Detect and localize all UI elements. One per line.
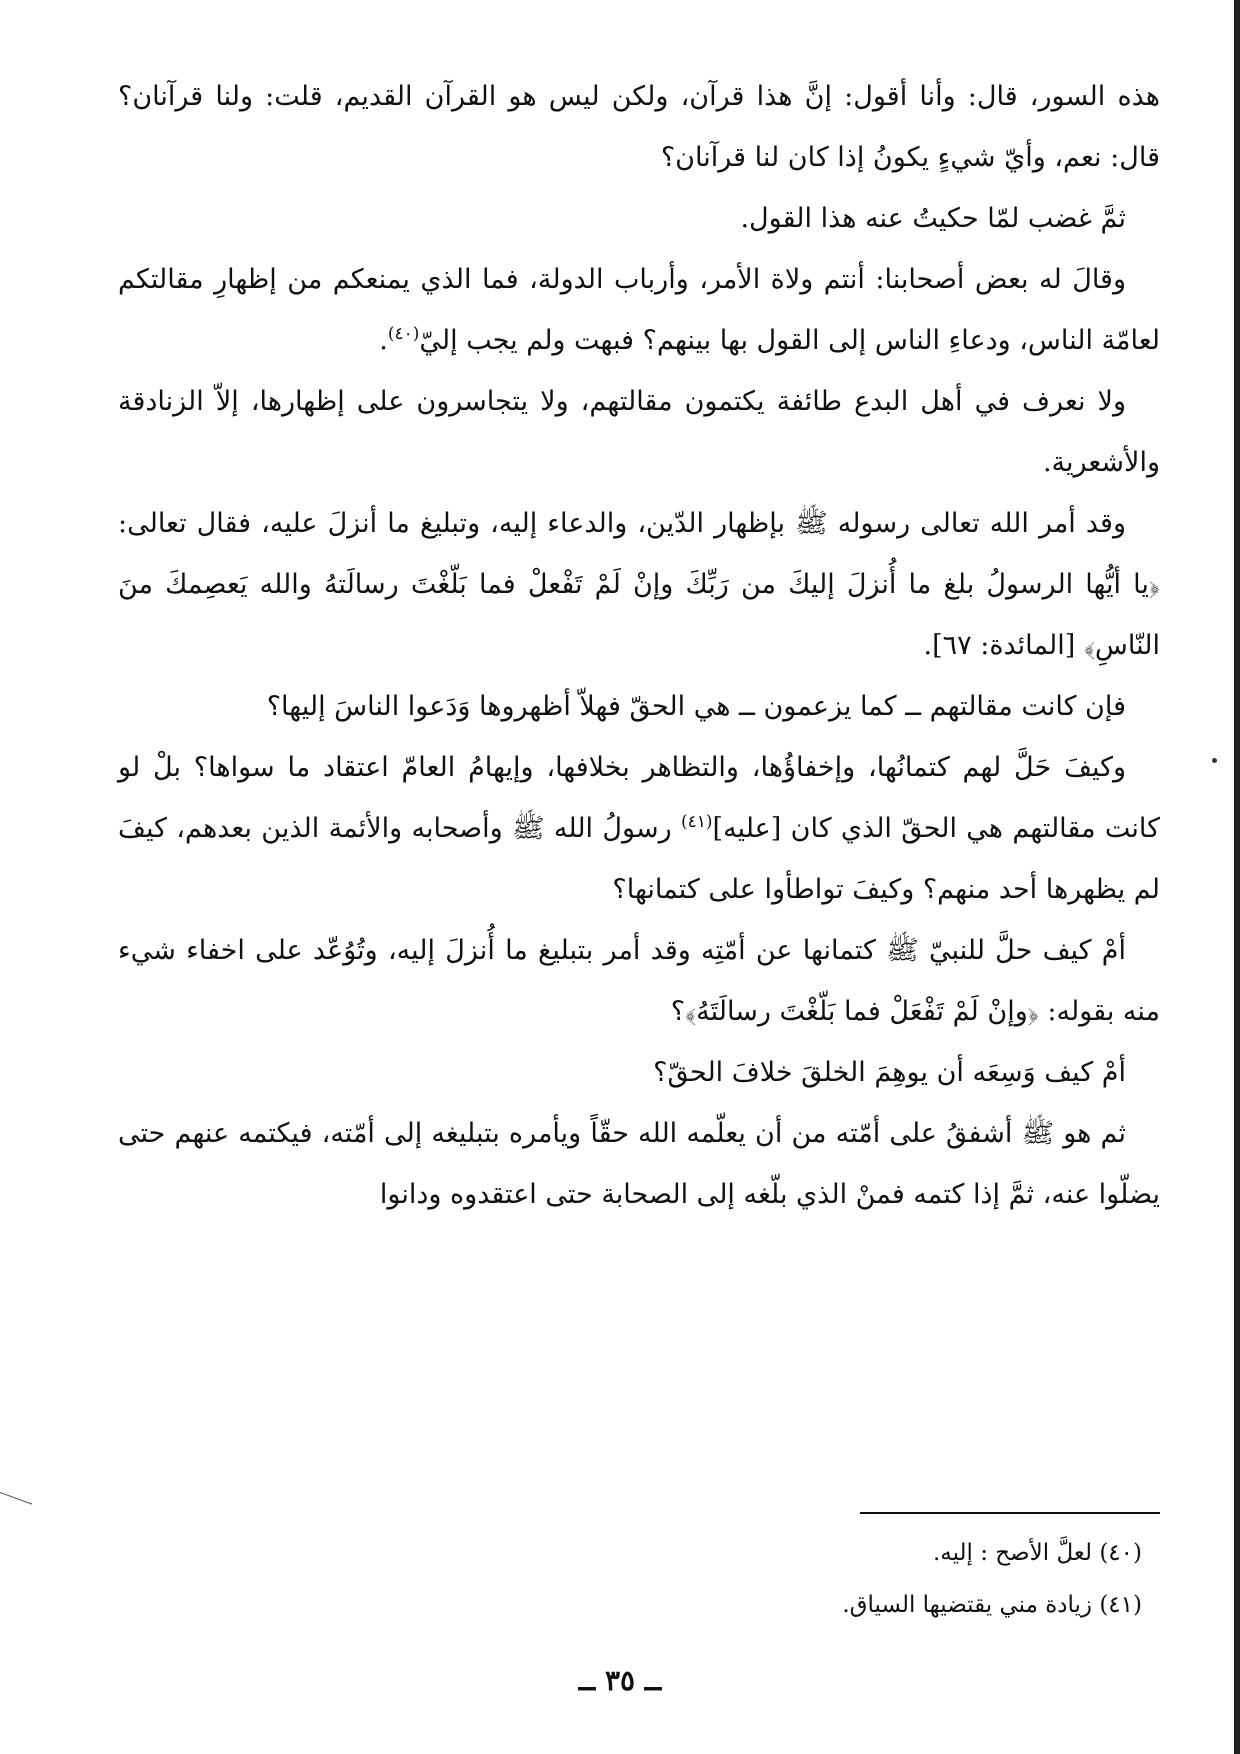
- footnote-divider: [860, 1512, 1160, 1514]
- paragraph-text: أمْ كيف حلَّ للنبيّ ﷺ كتمانها عن أمّتِه وقد أمر بتبليغ ما أُنزلَ إليه، وتُوُعّد على اخفاء شيء منه بقوله: ﴿وإنْ لَمْ تَفْعَلْ فما بَلّغْتَ رسالَتَهُ﴾؟: [118, 935, 1160, 1027]
- footnote-40: (٤٠) لعلَّ الأصح : إليه.: [932, 1540, 1142, 1566]
- footnote-reference-41: (٤١): [681, 812, 713, 832]
- paragraph-9: [118, 1042, 1160, 1103]
- paragraph-text: ثمَّ غضب لمّا حكيتُ عنه هذا القول.: [740, 203, 1126, 234]
- paragraph-text-end: .: [379, 325, 388, 356]
- scan-corner-mark: [0, 1492, 32, 1505]
- paragraph-text: أمْ كيف وَسِعَه أن يوهِمَ الخلقَ خلافَ الحقّ؟: [653, 1057, 1126, 1088]
- paragraph-text: ثم هو ﷺ أشفقُ على أمّته من أن يعلّمه الله حقّاً ويأمره بتبليغه إلى أمّته، فيكتمه عنهم حتى يضلّوا عنه، ثمَّ إذا كتمه فمنْ الذي بلّغه إلى الصحابة حتى اعتقدوه ودانوا: [118, 1118, 1160, 1210]
- page-number: ــ ٣٥ ــ: [578, 1664, 662, 1697]
- footnotes: [300, 1527, 1142, 1631]
- paragraph-text: فإن كانت مقالتهم ــ كما يزعمون ــ هي الحقّ فهلاّ أظهروها وَدَعوا الناسَ إليها؟: [266, 691, 1126, 722]
- paragraph-10: [118, 1103, 1160, 1225]
- paragraph-text: وقد أمر الله تعالى رسوله ﷺ بإظهار الدّين، والدعاء إليه، وتبليغ ما أنزلَ عليه، فقال تعالى: ﴿يا أيُّها الرسولُ بلغ ما أُنزلَ إليكَ من رَبِّكَ وإنْ لَمْ تَفْعلْ فما بَلّغْتَ رسالَتهُ والله يَعصِمكَ منَ النّاسِ﴾ [المائدة: ٦٧].: [118, 508, 1160, 661]
- scan-edge-shadow: [1234, 0, 1240, 1754]
- paragraph-text: وقالَ له بعض أصحابنا: أنتم ولاة الأمر، وأرباب الدولة، فما الذي يمنعكم من إظهارِ مقالتكم لعامّة الناس، ودعاءِ الناس إلى القول بها بينهم؟ فبهت ولم يجب إليّ: [118, 264, 1160, 356]
- footnote-reference-40: (٤٠): [387, 324, 420, 344]
- paragraph-8: [118, 920, 1160, 1042]
- paragraph-6: [118, 676, 1160, 737]
- footnote-41: (٤١) زيادة مني يقتضيها السياق.: [842, 1592, 1142, 1618]
- paragraph-text: ولا نعرف في أهل البدع طائفة يكتمون مقالتهم، ولا يتجاسرون على إظهارها، إلاّ الزنادقة والأشعرية.: [118, 386, 1160, 478]
- paragraph-text: هذه السور، قال: وأنا أقول: إنَّ هذا قرآن، ولكن ليس هو القرآن القديم، قلت: ولنا قرآنان؟ قال: نعم، وأيّ شيءٍ يكونُ إذا كان لنا قرآنان؟: [118, 81, 1160, 173]
- scan-speck: [1212, 758, 1217, 763]
- paragraph-text-end: رسولُ الله ﷺ وأصحابه والأئمة الذين بعدهم، كيفَ لم يظهرها أحد منهم؟ وكيفَ تواطأوا على كتمانها؟: [118, 813, 1160, 905]
- paragraph-7: [118, 737, 1160, 920]
- paragraph-5: [118, 493, 1160, 676]
- paragraph-3: [118, 249, 1160, 371]
- body-text: [118, 66, 1160, 1225]
- paragraph-4: [118, 371, 1160, 493]
- paragraph-2: [118, 188, 1160, 249]
- paragraph-text: وكيفَ حَلَّ لهم كتمانُها، وإخفاؤُها، والتظاهر بخلافها، وإيهامُ العامّ اعتقاد ما سواها؟ بلْ لو كانت مقالتهم هي الحقّ الذي كان [عليه]: [118, 752, 1160, 844]
- paragraph-1: [118, 66, 1160, 188]
